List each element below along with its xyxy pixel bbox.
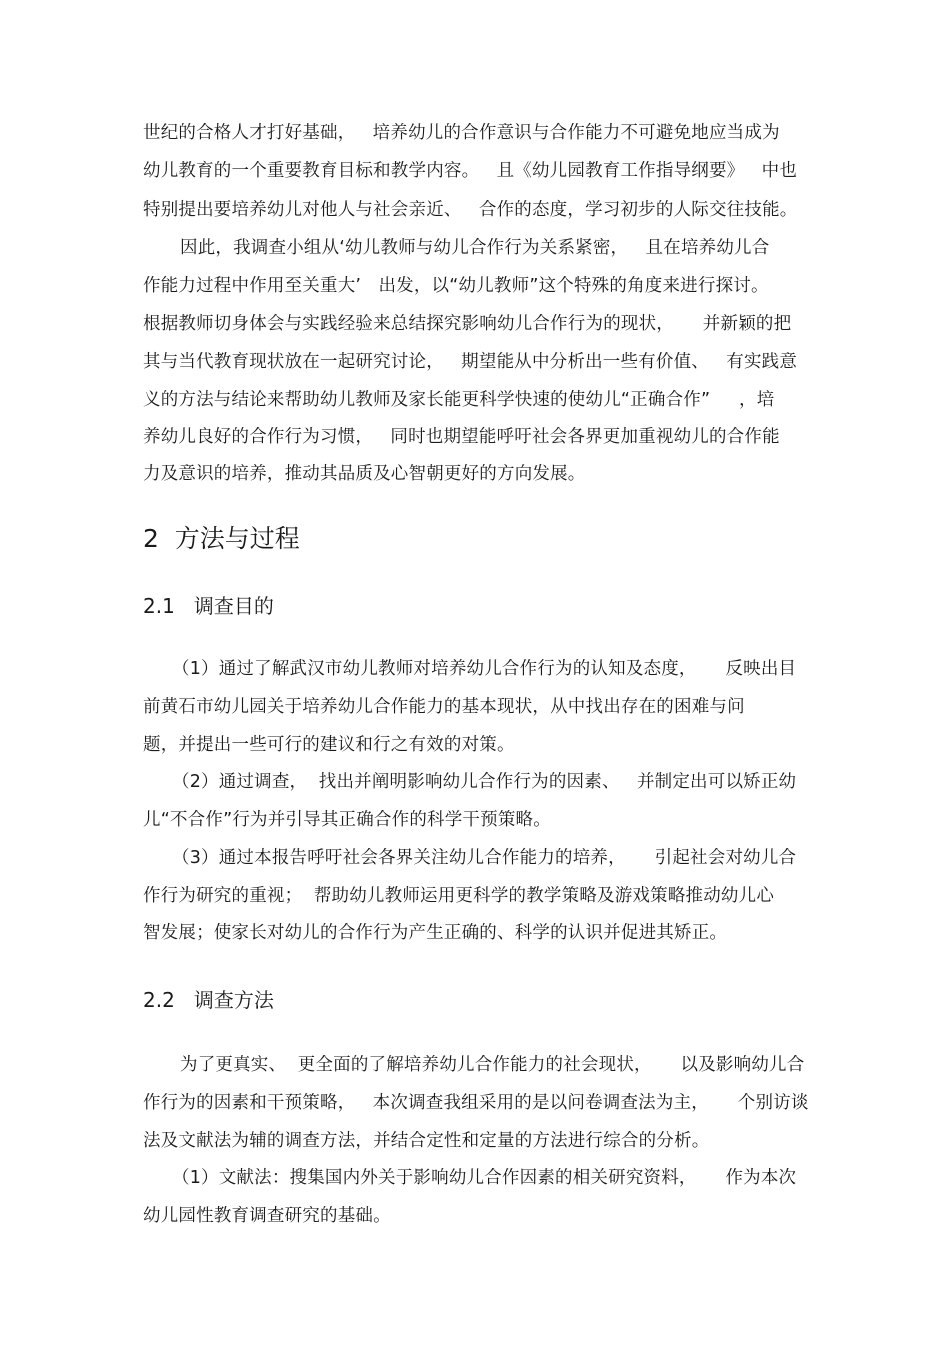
text-line: 法及文献法为辅的调查方法，并结合定性和定量的方法进行综合的分析。 [143, 1131, 710, 1151]
text-line: 因此，我调查小组从‘幼儿教师与幼儿合作行为关系紧密， 且在培养幼儿合 [180, 238, 770, 258]
text-line: 幼儿园性教育调查研究的基础。 [143, 1206, 391, 1226]
text-line: 题，并提出一些可行的建议和行之有效的对策。 [143, 735, 515, 755]
text-line: 幼儿教育的一个重要教育目标和教学内容。 且《幼儿园教育工作指导纲要》 中也 [143, 161, 798, 181]
text-line: 力及意识的培养，推动其品质及心智朝更好的方向发展。 [143, 464, 586, 484]
text-line: 根据教师切身体会与实践经验来总结探究影响幼儿合作行为的现状， 并新颖的把 [143, 314, 792, 334]
text-line: 作行为研究的重视； 帮助幼儿教师运用更科学的教学策略及游戏策略推动幼儿心 [143, 886, 775, 906]
text-line: 其与当代教育现状放在一起研究讨论， 期望能从中分析出一些有价值、 有实践意 [143, 352, 798, 372]
text-line: 为了更真实、 更全面的了解培养幼儿合作能力的社会现状， 以及影响幼儿合 [180, 1055, 805, 1075]
text-line: （2）通过调查， 找出并阐明影响幼儿合作行为的因素、 并制定出可以矫正幼 [172, 772, 797, 792]
subsection-heading: 2.1 调查目的 [143, 594, 274, 618]
text-line: （1）通过了解武汉市幼儿教师对培养幼儿合作行为的认知及态度， 反映出目 [172, 659, 797, 679]
text-line: 世纪的合格人才打好基础， 培养幼儿的合作意识与合作能力不可避免地应当成为 [143, 123, 780, 143]
text-line: （1）文献法：搜集国内外关于影响幼儿合作因素的相关研究资料， 作为本次 [172, 1168, 797, 1188]
text-line: 特别提出要培养幼儿对他人与社会亲近、 合作的态度，学习初步的人际交往技能。 [143, 200, 798, 220]
text-line: （3）通过本报告呼吁社会各界关注幼儿合作能力的培养， 引起社会对幼儿合 [172, 848, 797, 868]
text-line: 儿“不合作”行为并引导其正确合作的科学干预策略。 [143, 810, 551, 830]
subsection-heading: 2.2 调查方法 [143, 988, 274, 1012]
text-line: 养幼儿良好的合作行为习惯， 同时也期望能呼吁社会各界更加重视幼儿的合作能 [143, 427, 780, 447]
section-heading: 2 方法与过程 [143, 524, 300, 553]
text-line: 作能力过程中作用至关重大’ 出发，以“幼儿教师”这个特殊的角度来进行探讨。 [143, 276, 769, 296]
text-line: 前黄石市幼儿园关于培养幼儿合作能力的基本现状，从中找出存在的困难与问 [143, 697, 745, 717]
text-line: 智发展；使家长对幼儿的合作行为产生正确的、科学的认识并促进其矫正。 [143, 923, 728, 943]
text-line: 作行为的因素和干预策略， 本次调查我组采用的是以问卷调查法为主， 个别访谈 [143, 1093, 809, 1113]
text-line: 义的方法与结论来帮助幼儿教师及家长能更科学快速的使幼儿“正确合作” ，培 [143, 390, 775, 410]
